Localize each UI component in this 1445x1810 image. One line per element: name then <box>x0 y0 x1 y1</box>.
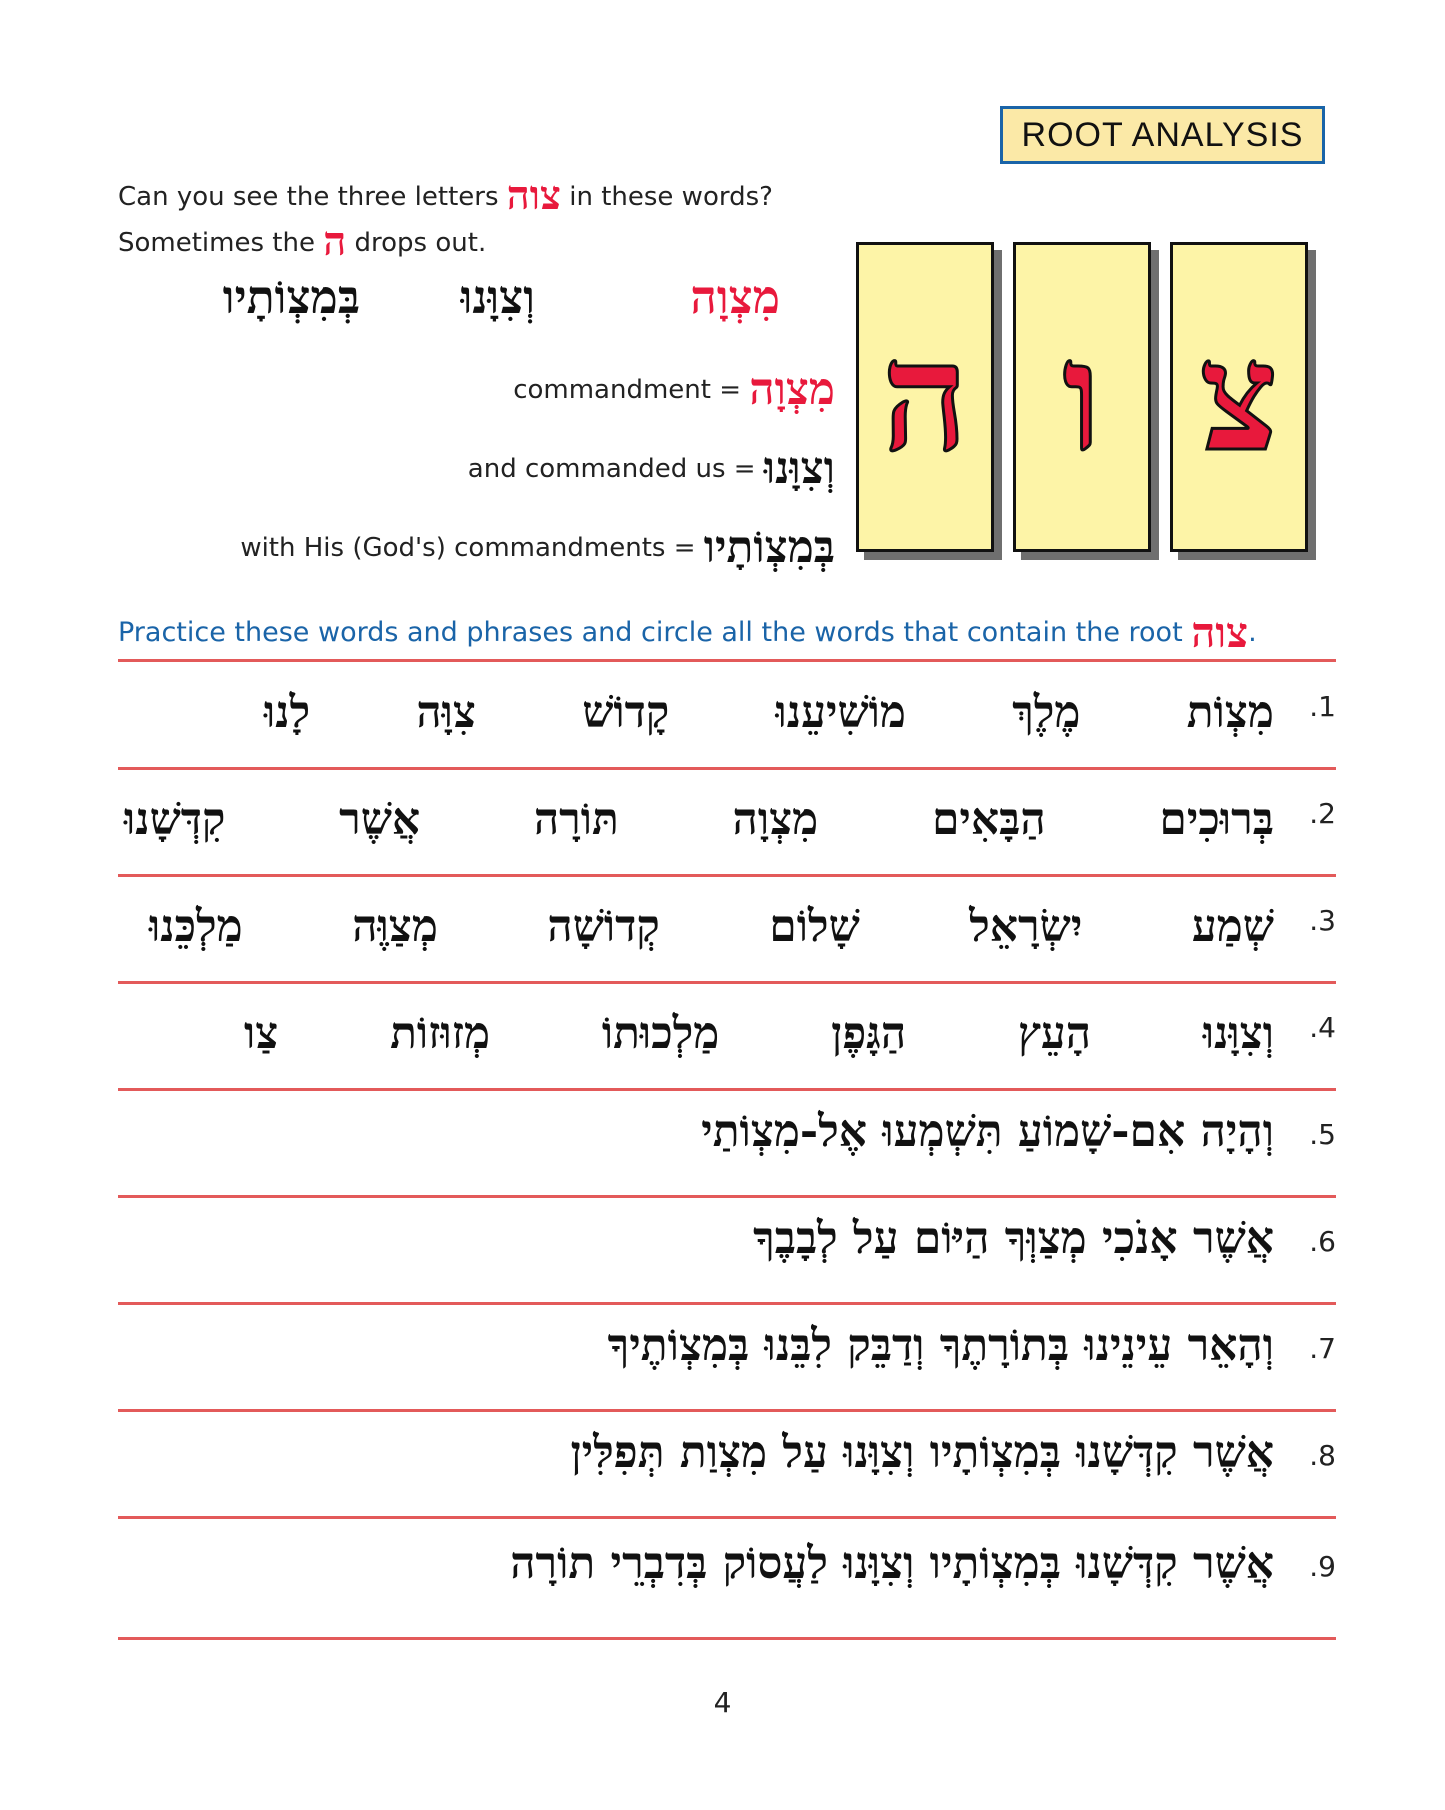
intro-text: Can you see the three letters <box>118 182 507 212</box>
practice-word: הַבָּאִים <box>931 793 1046 845</box>
practice-word: קָדוֹשׁ <box>582 686 670 738</box>
practice-row-3 <box>118 884 1336 968</box>
row-number: .2 <box>1309 797 1336 830</box>
example-word-vetzivanu: וְצִוָּנוּ <box>460 270 535 324</box>
practice-word: שָׁלוֹם <box>769 900 860 952</box>
divider <box>118 1516 1336 1519</box>
definition-hebrew: וְצִוָּנוּ <box>763 443 835 494</box>
word-list <box>124 777 1274 861</box>
practice-word: מַלְכוּתוֹ <box>601 1007 720 1059</box>
divider <box>118 659 1336 662</box>
definition-hebrew: מִצְוָה <box>749 364 835 415</box>
row-number: .1 <box>1309 690 1336 723</box>
practice-phrase: אֲשֶׁר קִדְּשָׁנוּ בְּמִצְוֹתָיו וְצִוָּנוּ לַעֲסוֹק בְּדִבְרֵי תוֹרָה <box>510 1538 1274 1589</box>
practice-word: מִצְוָה <box>732 793 819 845</box>
example-word-mitzvah: מִצְוָה <box>690 270 780 324</box>
intro-text: drops out. <box>346 228 487 258</box>
definition-english: with His (God's) commandments = <box>240 533 704 563</box>
definition-row <box>468 443 835 494</box>
divider <box>118 767 1336 770</box>
root-tiles <box>856 242 1331 562</box>
intro-text: in these words? <box>560 182 773 212</box>
root-tile-tzadi: צ <box>1170 242 1308 552</box>
practice-word: הַגָּפֶן <box>831 1007 907 1059</box>
practice-phrase: אֲשֶׁר קִדְּשָׁנוּ בְּמִצְוֹתָיו וְצִוָּנוּ עַל מִצְוַת תְּפִלִּין <box>570 1427 1274 1478</box>
word-list <box>149 884 1274 968</box>
letter-he: ה <box>323 218 347 265</box>
practice-word: מְזוּזוֹת <box>390 1007 491 1059</box>
practice-word: בְּרוּכִים <box>1159 793 1274 845</box>
definition-english: and commanded us = <box>467 454 764 484</box>
instruction-text: Practice these words and phrases and circle all the words that contain the root <box>118 617 1192 648</box>
divider <box>118 1088 1336 1091</box>
practice-word: יִשְׂרָאֵל <box>969 900 1083 952</box>
divider <box>118 1409 1336 1412</box>
divider <box>118 981 1336 984</box>
practice-word: מֶלֶךְ <box>1012 686 1081 738</box>
practice-phrase: וְהָאֵר עֵינֵינוּ בְּתוֹרָתֶךָ וְדַבֵּק לִבֵּנוּ בְּמִצְוֹתֶיךָ <box>607 1320 1274 1371</box>
root-letters: צוה <box>506 172 561 219</box>
row-number: .5 <box>1309 1118 1336 1151</box>
practice-word: תּוֹרָה <box>533 793 619 845</box>
row-number: .4 <box>1309 1011 1336 1044</box>
practice-word: קִדְּשָׁנוּ <box>124 793 226 845</box>
instruction <box>118 608 1257 658</box>
definition-hebrew: בְּמִצְוֹתָיו <box>703 522 835 573</box>
row-number: .6 <box>1309 1225 1336 1258</box>
root-tile-he: ה <box>856 242 994 552</box>
practice-row-8 <box>118 1419 1336 1503</box>
root-tile-vav: ו <box>1013 242 1151 552</box>
row-number: .9 <box>1309 1550 1336 1583</box>
practice-row-7 <box>118 1312 1336 1396</box>
practice-word: הָעֵץ <box>1017 1007 1092 1059</box>
practice-word: מוֹשִׁיעֵנוּ <box>775 686 907 738</box>
row-number: .3 <box>1309 904 1336 937</box>
definition-row <box>240 522 835 573</box>
practice-word: קְדוֹשָׁה <box>547 900 660 952</box>
practice-phrase: אֲשֶׁר אָנֹכִי מְצַוְּךָ הַיּוֹם עַל לְבָבֶךָ <box>753 1213 1274 1264</box>
divider <box>118 874 1336 877</box>
practice-row-2 <box>118 777 1336 861</box>
page-number: 4 <box>713 1686 732 1719</box>
divider <box>118 1637 1336 1640</box>
practice-word: שְׁמַע <box>1191 900 1274 952</box>
practice-word: צִוָּה <box>416 686 476 738</box>
row-number: .7 <box>1309 1332 1336 1365</box>
practice-row-6 <box>118 1205 1336 1289</box>
practice-row-1 <box>118 670 1336 754</box>
row-number: .8 <box>1309 1439 1336 1472</box>
practice-row-5 <box>118 1098 1336 1182</box>
example-word-bemitzvotav: בְּמִצְוֹתָיו <box>222 270 360 324</box>
instruction-root: צוה <box>1191 608 1249 657</box>
practice-word: מַלְכֵּנוּ <box>149 900 243 952</box>
practice-row-9 <box>118 1530 1336 1614</box>
intro-line-1 <box>118 172 773 219</box>
practice-word: לָנוּ <box>264 686 311 738</box>
intro-line-2 <box>118 218 486 265</box>
practice-word: מְצַוֶּה <box>352 900 438 952</box>
divider <box>118 1195 1336 1198</box>
word-list <box>264 670 1274 754</box>
definition-english: commandment = <box>513 375 750 405</box>
divider <box>118 1302 1336 1305</box>
practice-row-4 <box>118 991 1336 1075</box>
instruction-end: . <box>1248 617 1257 648</box>
word-list <box>244 991 1274 1075</box>
practice-phrase: וְהָיָה אִם-שָׁמוֹעַ תִּשְׁמְעוּ אֶל-מִצְוֹתַי <box>701 1106 1274 1157</box>
practice-word: צַו <box>244 1007 279 1059</box>
practice-word: וְצִוָּנוּ <box>1202 1007 1274 1059</box>
definition-row <box>513 364 835 415</box>
practice-word: מִצְוֹת <box>1186 686 1274 738</box>
practice-word: אֲשֶׁר <box>339 793 421 845</box>
intro-text: Sometimes the <box>118 228 324 258</box>
root-analysis-badge: ROOT ANALYSIS <box>1000 106 1325 164</box>
